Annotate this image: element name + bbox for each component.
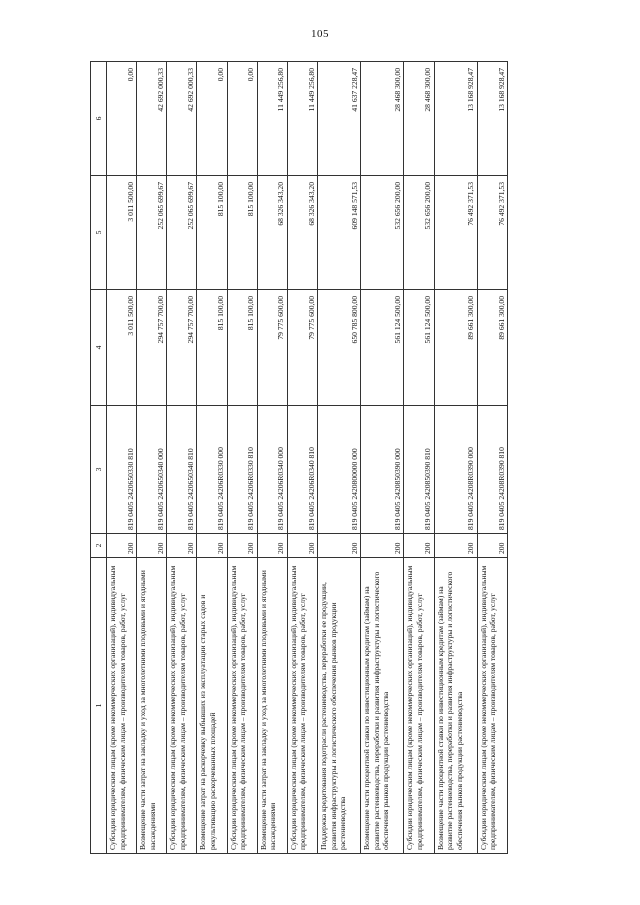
row-value-col5: 815 100,00: [197, 176, 227, 290]
row-admin-cell: 200: [107, 534, 137, 558]
row-name-cell: Возмещение части процентной ставки по инвестиционным кредитам (займам) на развитие растениеводства, переработки и развития инфраструктуры и логистического обеспечения рынков продукции растениеводства: [434, 558, 477, 854]
row-code-cell: 819 0405 24208R0390 810: [477, 406, 507, 534]
row-admin-cell: 200: [137, 534, 167, 558]
row-admin-cell: 200: [477, 534, 507, 558]
table-row: [107, 62, 137, 854]
row-code-cell: 819 0405 24208R0390 000: [434, 406, 477, 534]
row-code-cell: 819 0405 24206R0330 000: [197, 406, 227, 534]
table-row: [434, 62, 477, 854]
row-value-col6: 28 468 300,00: [404, 62, 434, 176]
row-code-cell: 819 0405 2420650330 810: [107, 406, 137, 534]
row-admin-cell: 200: [257, 534, 287, 558]
row-code-cell: 819 0405 2420800000 000: [318, 406, 361, 534]
header-cell: 1: [91, 558, 107, 854]
table-row: [197, 62, 227, 854]
row-admin-cell: 200: [404, 534, 434, 558]
table-row: [404, 62, 434, 854]
row-value-col4: 815 100,00: [197, 290, 227, 406]
row-value-col4: 561 124 500,00: [404, 290, 434, 406]
row-name-cell: Возмещение затрат на раскорчевку выбывших из эксплуатации старых садов и рекультивацию раскорчеванных площадей: [197, 558, 227, 854]
table-body: [107, 62, 508, 854]
row-value-col5: 68 326 343,20: [287, 176, 317, 290]
row-value-col5: 76 492 371,53: [477, 176, 507, 290]
row-value-col4: 294 757 700,00: [137, 290, 167, 406]
row-value-col5: 3 011 500,00: [107, 176, 137, 290]
row-value-col4: 89 661 300,00: [477, 290, 507, 406]
row-admin-cell: 200: [197, 534, 227, 558]
rotated-table-frame: [90, 62, 508, 854]
row-code-cell: 819 0405 24206R0340 810: [287, 406, 317, 534]
row-name-cell: Субсидии юридическим лицам (кроме некоммерческих организаций), индивидуальным предпринимателям, физическим лицам – производителям товаров, работ, услуг: [107, 558, 137, 854]
row-value-col5: 252 065 699,67: [137, 176, 167, 290]
table-row: [257, 62, 287, 854]
table-row: [227, 62, 257, 854]
header-cell: 4: [91, 290, 107, 406]
row-value-col4: 294 757 700,00: [167, 290, 197, 406]
row-code-cell: 819 0405 2420850390 810: [404, 406, 434, 534]
row-value-col4: 815 100,00: [227, 290, 257, 406]
row-value-col6: 0,00: [227, 62, 257, 176]
row-value-col6: 42 692 000,33: [137, 62, 167, 176]
row-name-cell: Субсидии юридическим лицам (кроме некоммерческих организаций), индивидуальным предпринимателям, физическим лицам – производителям товаров, работ, услуг: [167, 558, 197, 854]
header-cell: 2: [91, 534, 107, 558]
row-code-cell: 819 0405 24206R0340 000: [257, 406, 287, 534]
row-value-col6: 13 168 928,47: [434, 62, 477, 176]
row-value-col5: 252 065 699,67: [167, 176, 197, 290]
row-value-col6: 28 468 300,00: [361, 62, 404, 176]
row-value-col6: 41 637 228,47: [318, 62, 361, 176]
row-code-cell: 819 0405 2420650340 810: [167, 406, 197, 534]
row-code-cell: 819 0405 2420850390 000: [361, 406, 404, 534]
row-value-col5: 76 492 371,53: [434, 176, 477, 290]
row-value-col5: 68 326 343,20: [257, 176, 287, 290]
row-admin-cell: 200: [318, 534, 361, 558]
row-value-col4: 561 124 500,00: [361, 290, 404, 406]
row-value-col6: 42 692 000,33: [167, 62, 197, 176]
header-cell: 3: [91, 406, 107, 534]
row-name-cell: Возмещение части затрат на закладку и уход за многолетними плодовыми и ягодными насаждениями: [137, 558, 167, 854]
row-name-cell: Субсидии юридическим лицам (кроме некоммерческих организаций), индивидуальным предпринимателям, физическим лицам – производителям товаров, работ, услуг: [477, 558, 507, 854]
table-row: [361, 62, 404, 854]
row-code-cell: 819 0405 24206R0330 810: [227, 406, 257, 534]
row-admin-cell: 200: [227, 534, 257, 558]
row-admin-cell: 200: [434, 534, 477, 558]
row-name-cell: Возмещение части затрат на закладку и уход за многолетними плодовыми и ягодными насаждениями: [257, 558, 287, 854]
row-value-col6: 13 168 928,47: [477, 62, 507, 176]
row-admin-cell: 200: [361, 534, 404, 558]
row-name-cell: Возмещение части процентной ставки по инвестиционным кредитам (займам) на развитие растениеводства, переработки и развития инфраструктуры и логистического обеспечения рынков продукции растениеводства: [361, 558, 404, 854]
row-value-col5: 532 656 200,00: [404, 176, 434, 290]
row-value-col6: 0,00: [107, 62, 137, 176]
row-value-col5: 532 656 200,00: [361, 176, 404, 290]
row-admin-cell: 200: [167, 534, 197, 558]
row-value-col4: 89 661 300,00: [434, 290, 477, 406]
row-value-col6: 11 449 256,80: [287, 62, 317, 176]
row-value-col4: 3 011 500,00: [107, 290, 137, 406]
row-value-col4: 79 775 600,00: [257, 290, 287, 406]
row-code-cell: 819 0405 2420650340 000: [137, 406, 167, 534]
row-value-col6: 11 449 256,80: [257, 62, 287, 176]
page-number: 105: [311, 28, 329, 40]
row-value-col4: 79 775 600,00: [287, 290, 317, 406]
budget-table: [90, 61, 508, 854]
row-value-col5: 609 148 571,53: [318, 176, 361, 290]
row-name-cell: Субсидии юридическим лицам (кроме некоммерческих организаций), индивидуальным предпринимателям, физическим лицам – производителям товаров, работ, услуг: [287, 558, 317, 854]
row-name-cell: Субсидии юридическим лицам (кроме некоммерческих организаций), индивидуальным предпринимателям, физическим лицам – производителям товаров, работ, услуг: [404, 558, 434, 854]
table-row: [167, 62, 197, 854]
row-value-col5: 815 100,00: [227, 176, 257, 290]
table-row: [318, 62, 361, 854]
row-name-cell: Поддержка кредитования подотрасли растениеводства, переработки ее продукции, развития инфраструктуры и логистического обеспечения рынков продукции растениеводства: [318, 558, 361, 854]
row-value-col6: 0,00: [197, 62, 227, 176]
table-header-row: [91, 62, 107, 854]
row-name-cell: Субсидии юридическим лицам (кроме некоммерческих организаций), индивидуальным предпринимателям, физическим лицам – производителям товаров, работ, услуг: [227, 558, 257, 854]
table-row: [287, 62, 317, 854]
rotated-table-area: [90, 62, 508, 854]
row-value-col4: 650 785 800,00: [318, 290, 361, 406]
row-admin-cell: 200: [287, 534, 317, 558]
header-cell: 6: [91, 62, 107, 176]
header-cell: 5: [91, 176, 107, 290]
table-row: [477, 62, 507, 854]
table-row: [137, 62, 167, 854]
